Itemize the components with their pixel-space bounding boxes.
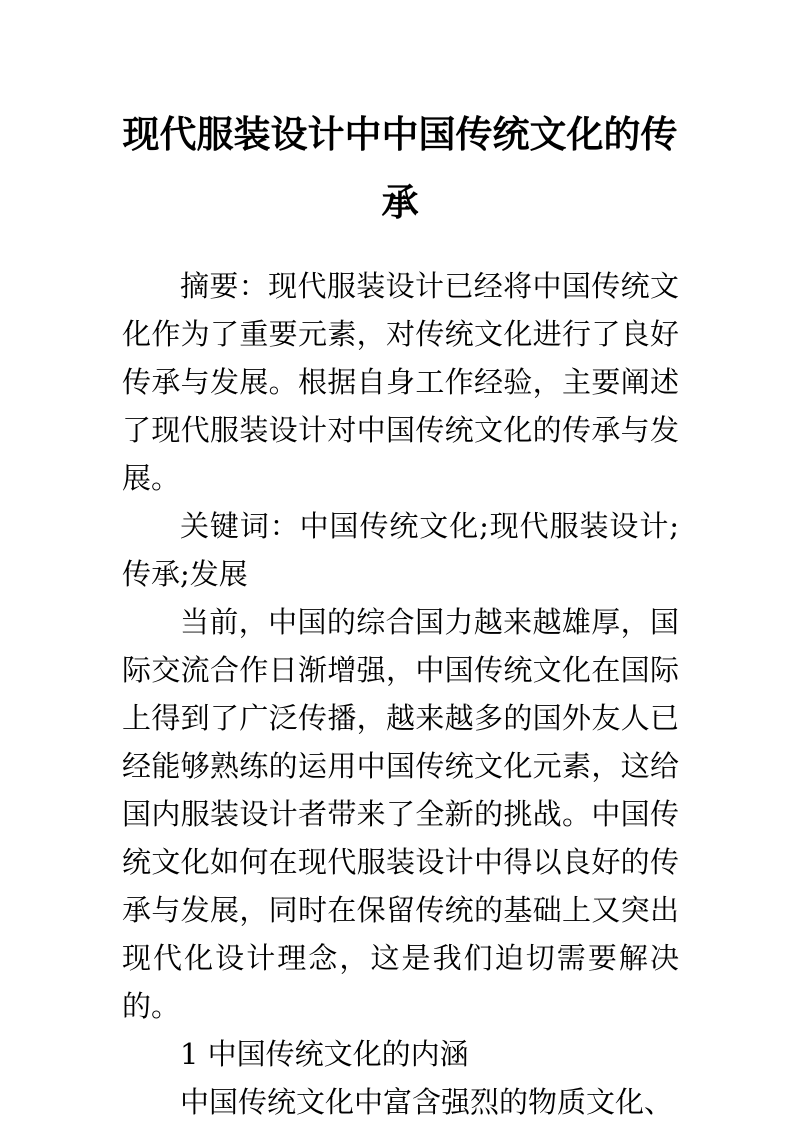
section-paragraph: 中国传统文化中富含强烈的物质文化、 <box>180 1085 674 1119</box>
document-title: 现代服装设计中中国传统文化的传承 <box>122 112 678 224</box>
intro-paragraph: 当前，中国的综合国力越来越雄厚，国际交流合作日渐增强，中国传统文化在国际上得到了广泛传播，越来越多的国外友人已经能够熟练的运用中国传统文化元素，这给国内服装设计者带来了全新的挑战。中国传统文化如何在现代服装设计中得以良好的传承与发展，同时在保留传统的基础上又突出现代化设计理念，这是我们迫切需要解决的。 <box>122 605 679 1023</box>
abstract-paragraph: 摘要：现代服装设计已经将中国传统文化作为了重要元素，对传统文化进行了良好传承与发展。根据自身工作经验，主要阐述了现代服装设计对中国传统文化的传承与发展。 <box>122 269 679 495</box>
section-heading: 1 中国传统文化的内涵 <box>180 1037 469 1071</box>
keywords-paragraph: 关键词：中国传统文化;现代服装设计;传承;发展 <box>122 509 679 591</box>
document-body <box>122 262 679 1126</box>
